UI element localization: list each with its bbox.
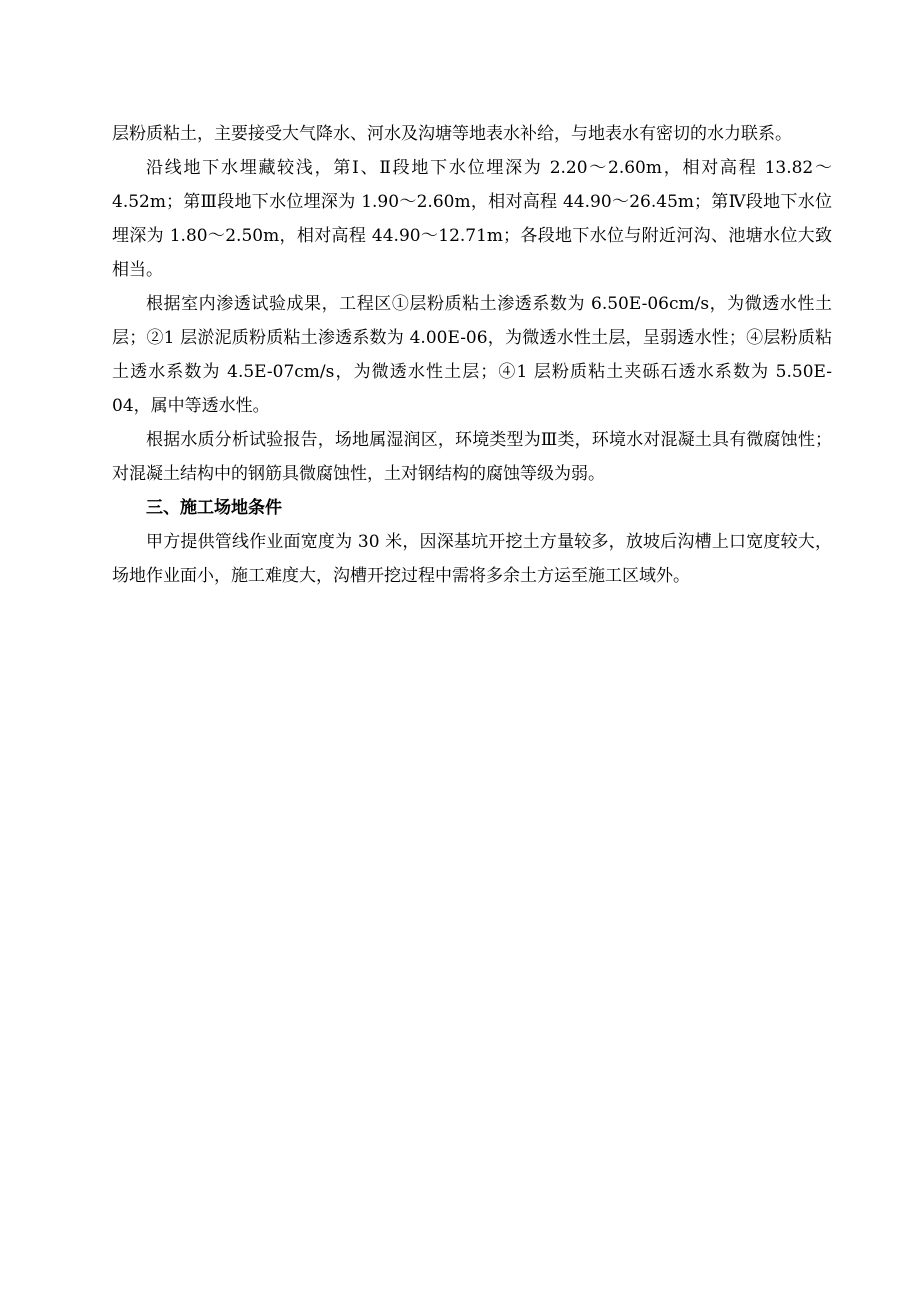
section-heading: 三、施工场地条件 (146, 498, 282, 518)
paragraph-groundwater-depth: 沿线地下水埋藏较浅，第Ⅰ、Ⅱ段地下水位埋深为 2.20～2.60m，相对高程 13.82～4.52m；第Ⅲ段地下水位埋深为 1.90～2.60m，相对高程 44.90～26.45m；第Ⅳ段地下水位埋深为 1.80～2.50m，相对高程 44.90～12.71m；各段地下水位与附近河沟、池塘水位大致相当。 (112, 158, 832, 280)
paragraph-site-conditions: 甲方提供管线作业面宽度为 30 米，因深基坑开挖土方量较多，放坡后沟槽上口宽度较大，场地作业面小，施工难度大，沟槽开挖过程中需将多余土方运至施工区域外。 (112, 532, 832, 586)
document-body (112, 117, 832, 593)
paragraph-water-quality: 根据水质分析试验报告，场地属湿润区，环境类型为Ⅲ类，环境水对混凝土具有微腐蚀性；对混凝土结构中的钢筋具微腐蚀性，土对钢结构的腐蚀等级为弱。 (112, 430, 832, 484)
paragraph-permeability: 根据室内渗透试验成果，工程区①层粉质粘土渗透系数为 6.50E-06cm/s，为微透水性土层；②1 层淤泥质粉质粘土渗透系数为 4.00E-06，为微透水性土层，呈弱透水性；④层粉质粘土透水系数为 4.5E-07cm/s，为微透水性土层；④1 层粉质粘土夹砾石透水系数为 5.50E-04，属中等透水性。 (112, 294, 832, 416)
paragraph-continuation: 层粉质粘土，主要接受大气降水、河水及沟塘等地表水补给，与地表水有密切的水力联系。 (112, 124, 792, 144)
